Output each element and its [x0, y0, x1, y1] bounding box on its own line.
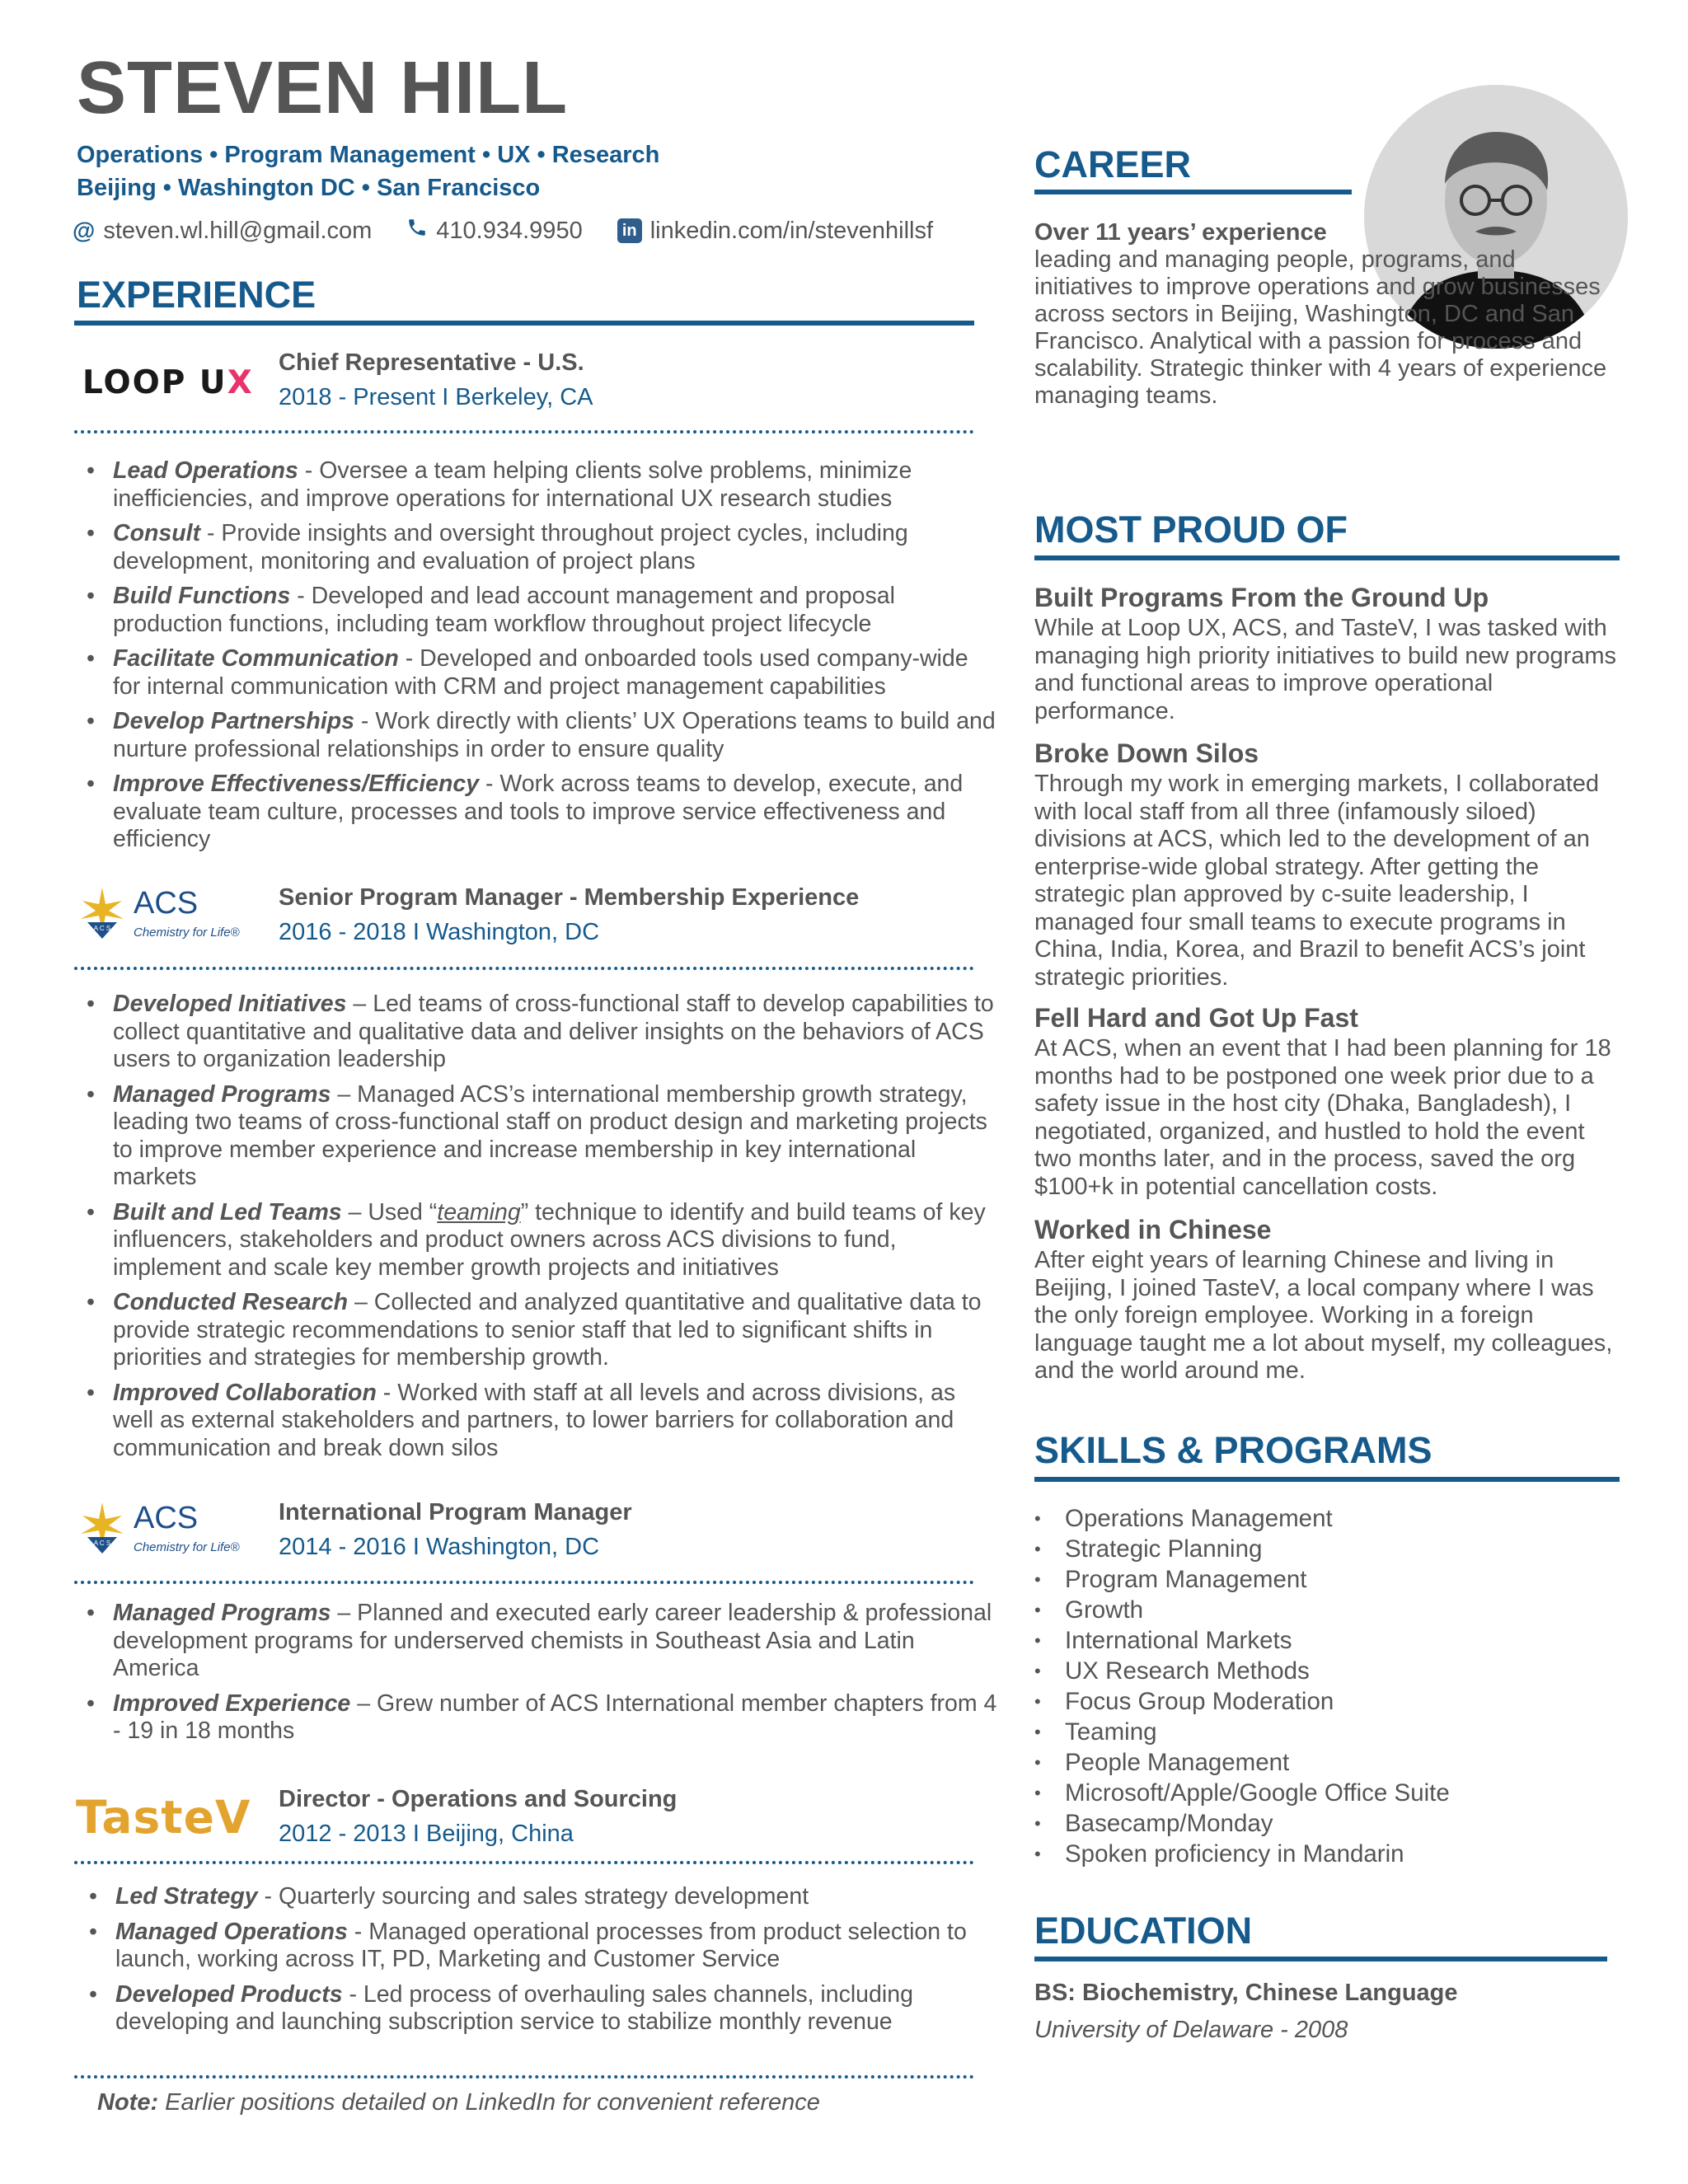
list-item: • Managed Programs – Planned and executed early career leadership & professional development programs for underserved chemists in Southeast Asia and Latin America	[87, 1600, 1001, 1683]
list-item: • Improved Collaboration - Worked with staff at all levels and across divisions, as well as external stakeholders and partners, to lower barriers for collaboration and communication and break down silos	[87, 1380, 1001, 1463]
list-item: • Facilitate Communication - Developed and onboarded tools used company-wide for internal communication with CRM and project management capabilities	[87, 645, 1001, 701]
acs-logo	[74, 884, 272, 958]
job-acs-senior	[74, 881, 997, 1461]
education-school: University of Delaware - 2008	[1034, 2017, 1348, 2043]
loop-ux-logo	[74, 346, 264, 429]
education-degree: BS: Biochemistry, Chinese Language	[1034, 1980, 1458, 2006]
list-item: • Consult - Provide insights and oversight throughout project cycles, including development, monitoring and evaluation of project plans	[87, 520, 1001, 575]
education-heading: EDUCATION	[1034, 1910, 1253, 1952]
job-dates-location: 2018 - Present I Berkeley, CA	[279, 384, 593, 410]
list-item: • Basecamp/Monday	[1034, 1808, 1450, 1839]
footer-note: Note: Earlier positions detailed on LinkedIn for convenient reference	[97, 2089, 820, 2116]
acs-emblem-icon	[74, 1499, 130, 1557]
job-dates-location: 2012 - 2013 I Beijing, China	[279, 1821, 574, 1847]
list-item: • Program Management	[1034, 1564, 1450, 1595]
job-bullets	[87, 1600, 1001, 1753]
proud-item	[1034, 1212, 1628, 1385]
tagline-roles: Operations • Program Management • UX • Research	[77, 142, 660, 168]
acs-logo-text: ACS	[134, 886, 199, 921]
list-item: • Developed Initiatives – Led teams of cross-functional staff to develop capabilities to collect quantitative and qualitative data and deliver insights on the behaviors of ACS users to organization leadership	[87, 991, 1001, 1074]
proud-text: At ACS, when an event that I had been planning for 18 months had to be postponed one week prior due to a safety issue in the host city (Dhaka, Bangladesh), I negotiated, organized, and hustled to hold the event two months later, and in the process, saved the org $100+k in potential cancellation costs.	[1034, 1035, 1611, 1200]
email-text[interactable]: steven.wl.hill@gmail.com	[103, 218, 373, 244]
list-item: • Strategic Planning	[1034, 1534, 1450, 1564]
phone-text[interactable]: 410.934.9950	[436, 218, 583, 244]
proud-item	[1034, 580, 1628, 725]
proud-item	[1034, 1001, 1628, 1201]
job-loop-ux	[74, 346, 997, 852]
dotted-divider	[74, 2075, 974, 2079]
dotted-divider	[74, 1861, 974, 1864]
job-title: Chief Representative - U.S.	[279, 349, 584, 376]
job-acs-international	[74, 1496, 997, 1744]
list-item: • Spoken proficiency in Mandarin	[1034, 1839, 1450, 1869]
acs-logo-tagline: Chemistry for Life®	[134, 1540, 240, 1554]
job-bullets	[87, 457, 1001, 861]
email-contact[interactable]	[73, 214, 372, 247]
job-title: International Program Manager	[279, 1499, 632, 1526]
svg-text:A C S: A C S	[93, 925, 111, 932]
job-header	[74, 1783, 997, 1869]
experience-rule	[74, 321, 974, 326]
contact-bar	[73, 214, 968, 247]
education-rule	[1034, 1957, 1607, 1961]
list-item: • Focus Group Moderation	[1034, 1686, 1450, 1717]
tastev-logo	[74, 1783, 264, 1865]
list-item: • Develop Partnerships - Work directly with clients’ UX Operations teams to build and nurture professional relationships in order to ensure quality	[87, 708, 1001, 763]
list-item: • Managed Programs – Managed ACS’s international membership growth strategy, leading two teams of cross-functional staff on product design and marketing projects to improve member experience and increase membership in key international markets	[87, 1081, 1001, 1192]
acs-emblem-icon	[74, 884, 130, 942]
list-item: • Operations Management	[1034, 1503, 1450, 1534]
skills-heading: SKILLS & PROGRAMS	[1034, 1429, 1432, 1471]
career-rule	[1034, 190, 1352, 194]
career-body: leading and managing people, programs, and initiatives to improve operations and grow businesses across sectors in Beijing, Washington, DC and San Francisco. Analytical with a passion for process and scalability. Strategic thinker with 4 years of experience managing teams.	[1034, 246, 1607, 409]
proud-text: While at Loop UX, ACS, and TasteV, I was tasked with managing high priority initiatives to build new programs and functional areas to improve operational performance.	[1034, 615, 1617, 724]
list-item: • People Management	[1034, 1747, 1450, 1778]
linkedin-text[interactable]: linkedin.com/in/stevenhillsf	[649, 218, 934, 244]
acs-logo-text: ACS	[134, 1501, 199, 1535]
career-heading: CAREER	[1034, 143, 1192, 185]
linkedin-icon: in	[617, 218, 642, 243]
job-header	[74, 881, 997, 968]
list-item: • UX Research Methods	[1034, 1656, 1450, 1686]
job-title: Senior Program Manager - Membership Experience	[279, 884, 860, 911]
job-tastev	[74, 1783, 997, 2035]
acs-logo-tagline: Chemistry for Life®	[134, 926, 240, 940]
proud-item	[1034, 736, 1628, 991]
most-proud-heading: MOST PROUD OF	[1034, 509, 1348, 551]
experience-heading: EXPERIENCE	[77, 274, 316, 316]
list-item: • Led Strategy - Quarterly sourcing and sales strategy development	[89, 1883, 1004, 1911]
job-bullets	[87, 991, 1001, 1469]
proud-text: After eight years of learning Chinese and living in Beijing, I joined TasteV, a local company where I was the only foreign employee. Working in a foreign language taught me a lot about myself, my colleagues, and the world around me.	[1034, 1247, 1613, 1384]
svg-text:A C S: A C S	[93, 1540, 111, 1547]
list-item: • Build Functions - Developed and lead account management and proposal production functions, including team workflow throughout project lifecycle	[87, 583, 1001, 638]
career-lead: Over 11 years’ experience	[1034, 219, 1327, 246]
list-item: • International Markets	[1034, 1625, 1450, 1656]
proud-title: Fell Hard and Got Up Fast	[1034, 1003, 1358, 1033]
career-summary	[1034, 219, 1611, 410]
proud-text: Through my work in emerging markets, I collaborated with local staff from all three (infamously siloed) divisions at ACS, which led to the development of an enterprise-wide global strategy. After getting the strategic plan approved by c-suite leadership, I managed four small teams to execute programs in China, India, Korea, and Brazil to benefit ACS’s joint strategic priorities.	[1034, 771, 1600, 991]
tagline-locations: Beijing • Washington DC • San Francisco	[77, 175, 541, 201]
list-item: • Growth	[1034, 1595, 1450, 1625]
skills-rule	[1034, 1477, 1620, 1482]
loop-ux-logo-text: LOOP UX	[82, 364, 254, 401]
email-icon: @	[73, 218, 96, 243]
list-item: • Teaming	[1034, 1717, 1450, 1747]
list-item: • Lead Operations - Oversee a team helping clients solve problems, minimize inefficiencies, and improve operations for international UX research studies	[87, 457, 1001, 513]
dotted-divider	[74, 967, 974, 970]
list-item: • Conducted Research – Collected and analyzed quantitative and qualitative data to provide strategic recommendations to senior staff that led to significant shifts in priorities and strategies for membership growth.	[87, 1289, 1001, 1372]
phone-contact[interactable]	[406, 214, 582, 247]
proud-title: Worked in Chinese	[1034, 1215, 1272, 1244]
list-item: • Developed Products - Led process of overhauling sales channels, including developing and launching subscription service to stabilize monthly revenue	[89, 1981, 1004, 2036]
job-title: Director - Operations and Sourcing	[279, 1786, 678, 1812]
phone-icon	[406, 214, 428, 247]
list-item: • Improved Experience – Grew number of ACS International member chapters from 4 - 19 in 18 months	[87, 1690, 1001, 1746]
proud-title: Built Programs From the Ground Up	[1034, 583, 1489, 612]
list-item: • Microsoft/Apple/Google Office Suite	[1034, 1778, 1450, 1808]
job-bullets	[89, 1883, 1004, 2044]
proud-title: Broke Down Silos	[1034, 738, 1259, 768]
job-header	[74, 346, 997, 433]
tastev-logo-text: TasteV	[76, 1791, 251, 1844]
list-item: • Improve Effectiveness/Efficiency - Work across teams to develop, execute, and evaluate team culture, processes and tools to improve service effectiveness and efficiency	[87, 771, 1001, 854]
job-dates-location: 2014 - 2016 I Washington, DC	[279, 1534, 600, 1560]
candidate-name: STEVEN HILL	[77, 47, 569, 129]
acs-logo	[74, 1499, 272, 1573]
dotted-divider	[74, 1581, 974, 1584]
dotted-divider	[74, 430, 974, 434]
linkedin-contact[interactable]	[617, 214, 933, 247]
list-item: • Managed Operations - Managed operational processes from product selection to launch, working across IT, PD, Marketing and Customer Service	[89, 1919, 1004, 1974]
job-dates-location: 2016 - 2018 I Washington, DC	[279, 919, 600, 945]
skills-list	[1034, 1503, 1450, 1869]
list-item: • Built and Led Teams – Used “teaming” technique to identify and build teams of key influencers, stakeholders and product owners across ACS divisions to fund, implement and scale key member growth projects and initiatives	[87, 1199, 1001, 1282]
most-proud-rule	[1034, 555, 1620, 560]
tagline	[77, 138, 659, 204]
job-header	[74, 1496, 997, 1582]
